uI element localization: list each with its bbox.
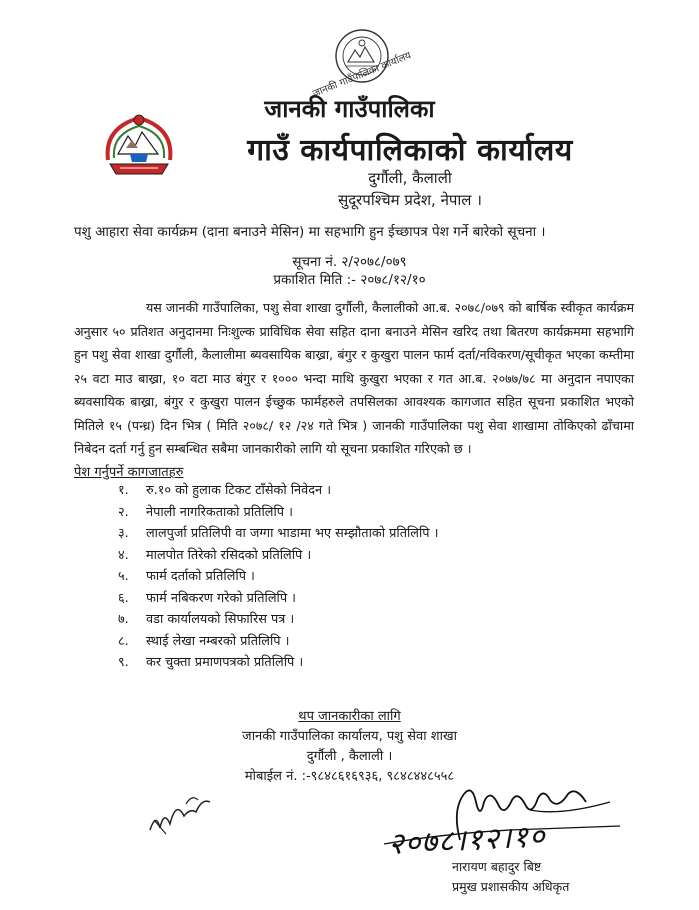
list-item: ३. लालपुर्जा प्रतिलिपी वा जग्गा भाडामा भए सम्झौताको प्रतिलिपि । [118,526,439,541]
list-item: ५. फार्म दर्ताको प्रतिलिपि । [118,569,255,584]
contact-location: दुर्गौली , कैलाली । [306,749,393,764]
notice-reference: सूचना नं. २/२०७८/०७९ [292,254,407,270]
contact-office: जानकी गाउँपालिका कार्यालय, पशु सेवा शाखा [242,729,457,744]
documents-heading: पेश गर्नुपर्ने कागजातहरु [74,465,184,480]
address-line-1: दुर्गौली, कैलाली [368,169,452,187]
officer-title: प्रमुख प्रशासकीय अधिकृत [452,879,570,894]
list-item: २. नेपाली नागरिकताको प्रतिलिपि । [118,504,293,520]
documents-list [118,480,439,674]
notice-body: यस जानकी गाउँपालिका, पशु सेवा शाखा दुर्गौली, कैलालीको आ.ब. २०७८/०७९ को बार्षिक स्वीकृत कार्यक्रम अनुसार ५० प्रतिशत अनुदानमा निःशुल्क प्राविधिक सेवा सहित दाना बनाउने मेसिन खरिद तथा बितरण कार्यक्रममा सहभागि हुन पशु सेवा शाखा दुर्गौली, कैलालीमा ब्यवसायिक बाख्रा, बंगुर र कुखुरा पालन फार्म दर्ता/नविकरण/सूचीकृत भएका कम्तीमा २५ वटा माउ बाख्रा, १० वटा माउ बंगुर र १००० भन्दा माथि कुखुरा भएका र गत आ.ब. २०७७/७८ मा अनुदान नपाएका ब्यवसायिक बाख्रा, बंगुर र कुखुरा पालन ईच्छुक फार्महरुले तपसिलका आवश्यक कागजात सहित सूचना प्रकाशित भएको मितिले १५ (पन्ध्र) दिन भित्र ( मिति २०७८/ १२ /२४ गते भित्र ) जानकी गाउँपालिका पशु सेवा शाखामा तोकिएको ढाँचामा निबेदन दर्ता गर्नु हुन सम्बन्धित सबैमा जानकारीको लागि यो सूचना प्रकाशित गरिएको छ । [74,300,634,456]
contact-heading: थप जानकारीका लागि [298,709,401,724]
officer-name: नारायण बहादुर बिष्ट [452,859,542,874]
office-title: गाउँ कार्यपालिकाको कार्यालय [247,133,573,168]
list-item: ६. फार्म नबिकरण गरेको प्रतिलिपि । [118,590,297,606]
list-item: ४. मालपोत तिरेको रसिदको प्रतिलिपि । [118,547,312,563]
notice-subject: पशु आहारा सेवा कार्यक्रम (दाना बनाउने मेसिन) मा सहभागि हुन ईच्छापत्र पेश गर्ने बारेको सूचना । [74,224,546,240]
municipality-name: जानकी गाउँपालिका [264,95,435,123]
list-item: ९. कर चुक्ता प्रमाणपत्रको प्रतिलिपि । [118,655,304,670]
contact-mobile: मोबाईल नं. :-९८४८६१६९३६, ९८४८४४८५५८ [244,769,455,784]
list-item: ८. स्थाई लेखा नम्बरको प्रतिलिपि । [118,633,290,649]
handwritten-date: २०७८।१२।१० [387,818,547,863]
published-date: प्रकाशित मिति :- २०७८/१२/१० [273,272,426,288]
list-item: १. रु.१० को हुलाक टिकट टाँसेको निवेदन । [118,483,332,498]
list-item: ७. वडा कार्यालयको सिफारिस पत्र । [118,612,295,627]
seal-text: जानकी गाउँपालिका कार्यालय [311,50,413,100]
initials-signature [146,790,216,840]
address-line-2: सुदूरपश्चिम प्रदेश, नेपाल । [338,191,482,209]
